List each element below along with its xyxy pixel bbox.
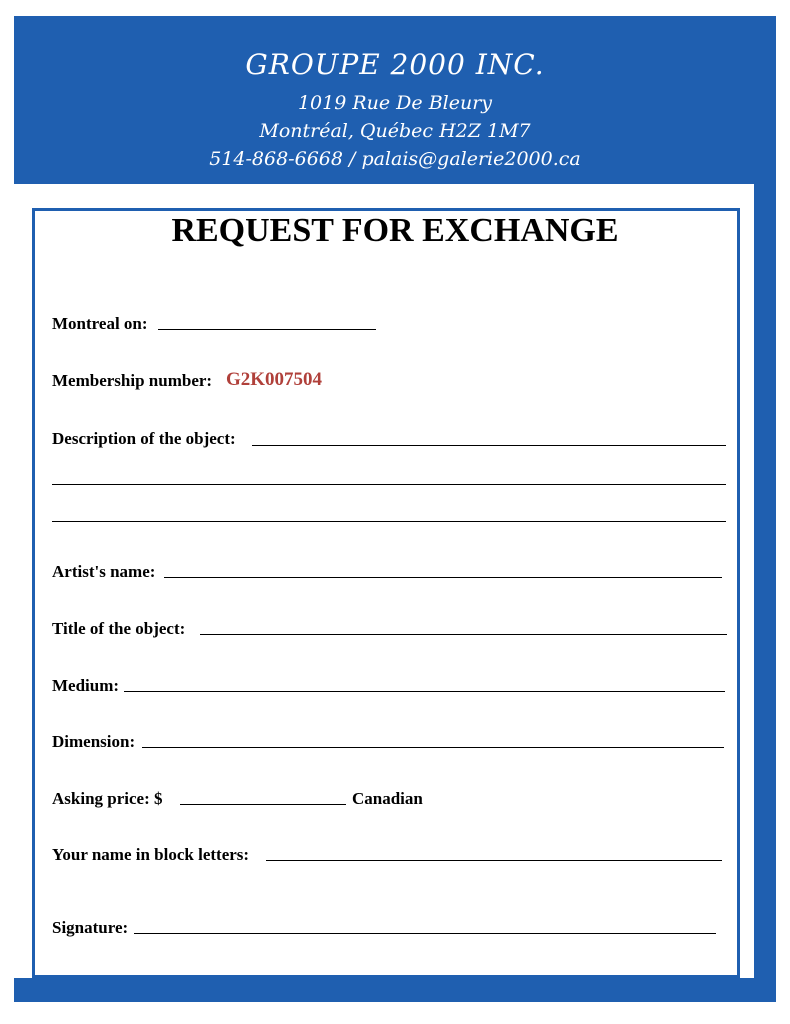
- asking-price-line[interactable]: [180, 804, 346, 805]
- block-name-line[interactable]: [266, 860, 722, 861]
- contact-line: 514-868-6668 / palais@galerie2000.ca: [209, 148, 581, 170]
- company-name: GROUPE 2000 INC.: [245, 48, 545, 81]
- signature-label: Signature:: [52, 918, 129, 937]
- description-line-1[interactable]: [252, 445, 726, 446]
- form-title: REQUEST FOR EXCHANGE: [171, 212, 619, 249]
- artist-name-label: Artist's name:: [52, 562, 156, 581]
- letterhead: [14, 16, 776, 200]
- artist-name-line[interactable]: [164, 577, 722, 578]
- medium-label: Medium:: [52, 676, 120, 695]
- dimension-line[interactable]: [142, 747, 724, 748]
- object-title-label: Title of the object:: [52, 619, 186, 638]
- description-line-2[interactable]: [52, 484, 726, 485]
- montreal-on-label: Montreal on:: [52, 314, 148, 333]
- asking-price-label: Asking price: $: [52, 789, 163, 808]
- currency-label: Canadian: [352, 789, 423, 808]
- description-line-3[interactable]: [52, 521, 726, 522]
- address-line-2: Montréal, Québec H2Z 1M7: [259, 120, 531, 142]
- block-name-label: Your name in block letters:: [52, 845, 250, 864]
- dimension-label: Dimension:: [52, 732, 136, 751]
- signature-line[interactable]: [134, 933, 716, 934]
- medium-line[interactable]: [124, 691, 725, 692]
- membership-number: G2K007504: [226, 369, 323, 390]
- date-field-line[interactable]: [158, 329, 376, 330]
- description-label: Description of the object:: [52, 429, 236, 448]
- address-line-1: 1019 Rue De Bleury: [297, 92, 493, 114]
- object-title-line[interactable]: [200, 634, 727, 635]
- membership-label: Membership number:: [52, 371, 213, 390]
